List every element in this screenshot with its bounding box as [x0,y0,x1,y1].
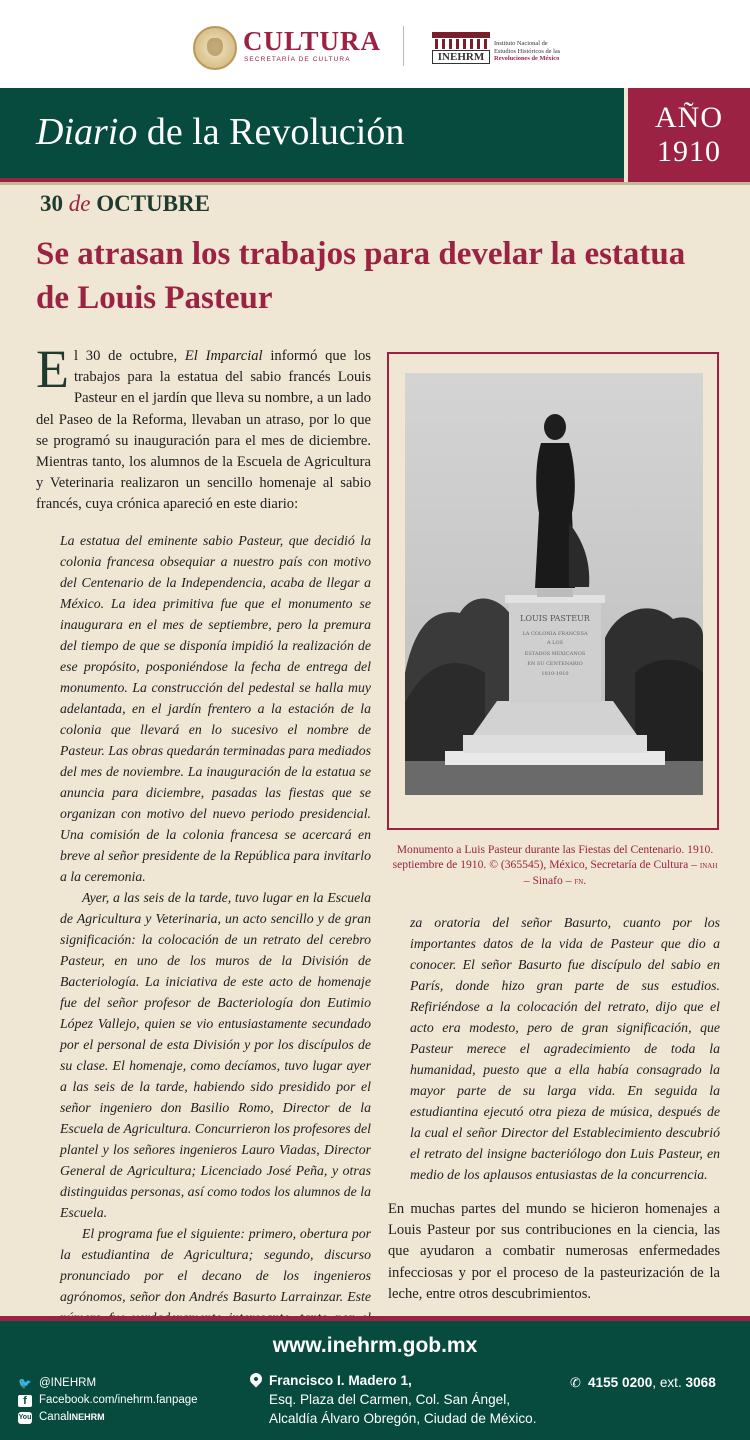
logo-divider [403,26,404,66]
lead-text-1: l 30 de octubre, [74,348,185,364]
inehrm-name-line: Estudios Históricos de las [494,47,561,55]
facebook-url: Facebook.com/inehrm.fanpage [39,1394,198,1406]
cultura-subtitle: SECRETARÍA DE CULTURA [244,56,351,63]
address [250,1371,537,1428]
year-value: 1910 [657,135,721,168]
quote-paragraph: El programa fue el siguiente: primero, obertura por la estudiantina de Agricultura; segundo, discurso pronunciado por el decano de los ingenieros agrónomos, señor don Andrés Basurto Larrainzar. Este [60,1225,371,1304]
mexico-seal-icon [193,26,237,70]
publication-title [36,108,404,156]
plaque-line: LOUIS PASTEUR [520,614,590,623]
phone-main: 4155 0200 [588,1375,653,1390]
plaque-line: ESTADOS MEXICANOS [524,651,586,657]
social-links [18,1375,198,1426]
phone-icon: ✆ [570,1375,581,1390]
inehrm-logo[interactable] [432,32,490,62]
publication-title-italic: Diario [36,111,138,153]
lead-paragraph [36,339,371,516]
caption-end: . [583,874,587,887]
publication-title-rest: de la Revolución [137,111,405,153]
twitter-link[interactable] [18,1375,198,1392]
phone-number[interactable] [570,1373,716,1392]
article-headline: Se atrasan los trabajos para develar la estatua de Louis Pasteur [36,236,686,316]
footer [0,1321,750,1440]
inehrm-name-line: Instituto Nacional de [494,40,548,47]
facebook-link[interactable] [18,1392,198,1409]
article-right-column [388,912,720,1305]
article-left-column [36,339,371,1349]
location-pin-icon [248,1371,265,1388]
youtube-channel: INEHRM [69,1412,105,1422]
quote-paragraph: Ayer, a las seis de la tarde, tuvo lugar en la Escuela de Agricultura y Veterinaria, un acto sencillo y de gran significación: la colocación de un retrato del cerebro Pasteur, en uno de los muros de la División de Bacteriología. La iniciativa de este acto de homenaje fue del señor profesor de Bacteriología don Eutimio López Vallejo, quien se vio entusiastamente secundado por el personal de esta División y por los discípulos de su clase. El homenaje, como decíamos, tuvo lugar ayer a las seis de la tarde, habiendo sido presidido por el señor ingeniero don Basilio Romo, Director de la Escuela de Agricultura. Concurrieron los profesores del plantel y los señores ingenieros Lauro Viadas, Director General de Agricultura; Licenciado José Peña, y otras distinguidas personas, así como todos los alumnos de la Escuela. [60,889,371,1220]
year-box [628,88,750,182]
date-de: de [68,191,91,216]
date-day: 30 [40,191,63,216]
photo-caption [389,842,721,889]
caption-text: – Sinafo – [523,874,575,887]
facebook-icon: f [18,1395,32,1407]
website-link[interactable]: www.inehrm.gob.mx [272,1334,478,1357]
date-month: OCTUBRE [96,191,210,216]
caption-fn: fn [574,876,584,887]
monument-illustration [405,373,703,795]
twitter-handle: @INEHRM [39,1377,97,1389]
twitter-icon: 🐦 [18,1377,32,1390]
drop-cap: E [36,339,69,399]
newspaper-name: El Imparcial [184,348,263,364]
phone-ext-number: 3068 [685,1375,716,1390]
year-label: AÑO [655,101,723,134]
plaque-line: 1810-1910 [541,671,569,677]
building-roof-icon [432,32,490,38]
logo-strip [0,0,750,88]
caption-text: Monumento a Luis Pasteur durante las Fiestas del Centenario. 1910. septiembre de 1910. © (365545), México, Secretaría de Cultura – [392,843,714,871]
address-line [250,1371,537,1390]
building-columns-icon [435,39,487,49]
cultura-logo[interactable]: CULTURA [243,26,382,56]
inehrm-full-name [494,40,574,63]
quoted-chronicle [36,530,371,1349]
closing-paragraph: En muchas partes del mundo se hicieron homenajes a Louis Pasteur por sus contribuciones en la ciencia, las que ayudaron a combatir numerosas enfermedades infecciosas y por el proceso de la pasteurización de la leche, entre otros descubrimientos. [388,1201,720,1302]
inehrm-wordmark: INEHRM [432,50,490,64]
inehrm-name-line: Revoluciones de México [494,55,560,62]
banner-shadow-line [0,182,750,185]
phone-ext-label: , ext. [652,1375,686,1390]
quote-continuation: za oratoria del señor Basurto, cuanto por los importantes datos de la vida de Pasteur que dio a conocer. El señor Basurto fue discípulo del sabio en París, donde hizo gran parte de sus estudios. Refiriéndose a la colocación del retrato, dijo que el acto era modesto, pero de gran significación, que Pasteur merece el agradecimiento de toda la humanidad, puesto que a ella había consagrado la mayor parte de su larga vida. En seguida la estudiantina ejecutó otra pieza de música, después de la cual el señor Director del Establecimiento descubrió el retrato del insigne bacteriólogo don Luis Pasteur, en medio de los aplausos entusiastas de la concurrencia. [410,915,720,1182]
address-line: Alcaldía Álvaro Obregón, Ciudad de México. [269,1411,537,1426]
plaque-line: A LOS [546,640,564,646]
pasteur-monument-photo [405,373,703,795]
lead-text-2: informó que los trabajos para la estatua del sabio francés Louis Pasteur en el jardín que lleva su nombre, a un lado del Paseo de la Reforma, llevaban un atraso, por lo que se programó su inauguración para el mes de diciembre. Mientras tanto, los alumnos de la Escuela de Agricultura y Veterinaria realizaron un sencillo homenaje al sabio francés, cuya crónica apareció en este diario: [36,348,371,513]
quote-paragraph: La estatua del eminente sabio Pasteur, que decidió la colonia francesa obsequiar a nuestro país con motivo del Centenario de la Independencia, acaba de llegar a México. La idea primitiva fue que el monumento se inaugurara en el mes de septiembre, pero la premura del tiempo de que se disponía impidió la realización de ese propósito, posponiéndose la fecha de entrega del monumento. La construcción del pedestal se halla muy adelantada, en el jardín frentero a la estación de la colonia que llevará en lo sucesivo el nombre de Pasteur. Las obras quedarán terminadas para mediados del mes de noviembre. La inauguración de la estatua se anuncia para diciembre, pasadas las fiestas que se organizan con motivo del nuevo periodo presidencial. Una comisión de la colonia francesa se acercará en breve al señor presidente de la República para invitarlo a la ceremonia. [60,532,371,884]
youtube-prefix: Canal [39,1411,70,1423]
article-date [40,190,210,218]
plaque-line: LA COLONIA FRANCESA [522,631,588,637]
youtube-link[interactable] [18,1409,198,1426]
youtube-icon: You [18,1412,32,1424]
address-street: Francisco I. Madero 1, [269,1373,412,1388]
plaque-line: EN SU CENTENARIO [527,661,583,667]
address-line: Esq. Plaza del Carmen, Col. San Ángel, [269,1392,511,1407]
caption-inah: inah [699,860,718,871]
